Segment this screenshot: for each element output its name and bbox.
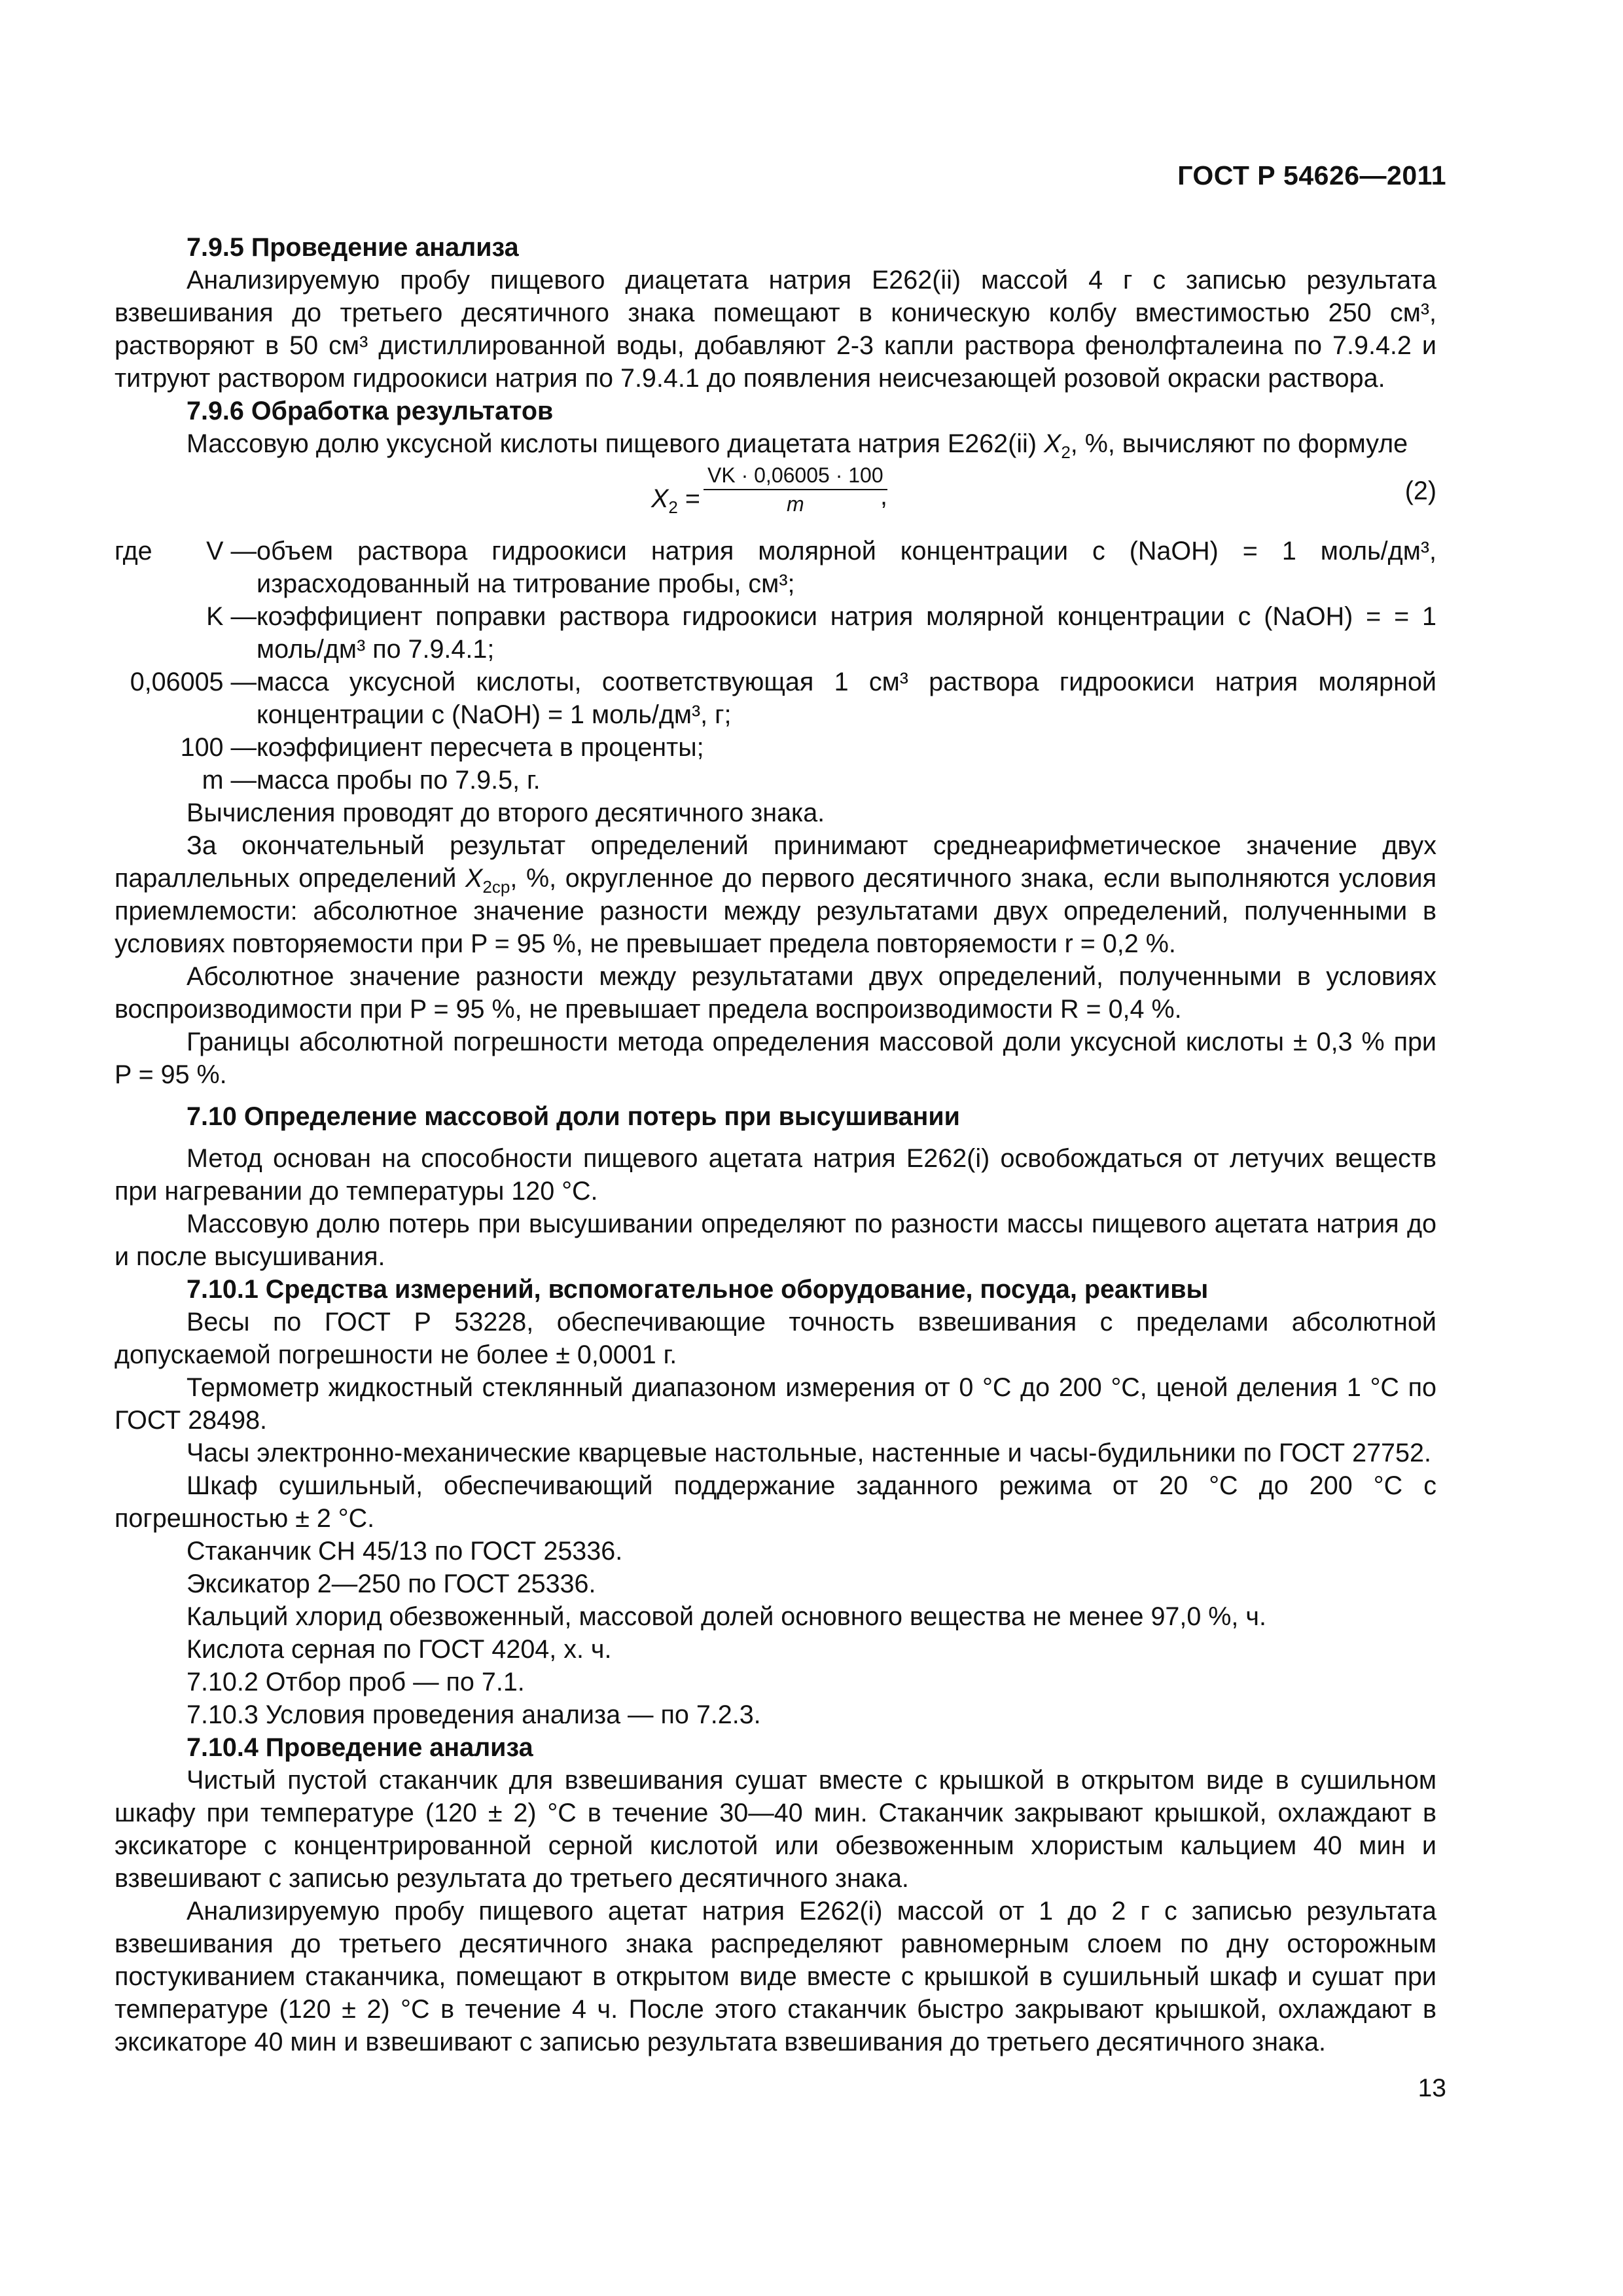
- definition-text: коэффициент поправки раствора гидроокиси натрия молярной концентрации с (NaOH) = = 1 моль/дм³ по 7.9.4.1;: [257, 602, 1436, 664]
- paragraph: Массовую долю потерь при высушивании определяют по разности массы пищевого ацетата натрия до и после высушивания.: [115, 1210, 1436, 1271]
- equation-number: (2): [1404, 476, 1436, 505]
- paragraph: Абсолютное значение разности между результатами двух определений, полученными в условиях воспроизводимости при P = 95 %, не превышает предела воспроизводимости R = 0,4 %.: [115, 962, 1436, 1024]
- definition-symbol: 100 —: [180, 733, 257, 762]
- definition-text: объем раствора гидроокиси натрия молярной концентрации с (NaOH) = 1 моль/дм³, израсходованный на титрование пробы, см³;: [257, 537, 1436, 598]
- equipment-item: Кислота серная по ГОСТ 4204, х. ч.: [187, 1635, 612, 1664]
- equipment-item: Эксикатор 2—250 по ГОСТ 25336.: [187, 1570, 596, 1598]
- page-header-standard: ГОСТ Р 54626—2011: [1177, 160, 1446, 190]
- text: За окончательный результат определений принимают среднеарифметическое значение двух параллельных определений: [115, 831, 1436, 893]
- paragraph: Границы абсолютной погрешности метода определения массовой доли уксусной кислоты ± 0,3 % при P = 95 %.: [115, 1028, 1436, 1089]
- subscript: 2ср: [482, 876, 510, 897]
- section-title-7-10: 7.10 Определение массовой доли потерь при высушивании: [187, 1102, 960, 1131]
- section-title-7-9-5: 7.9.5 Проведение анализа: [187, 233, 519, 262]
- text: , %, округленное до первого десятичного знака, если выполняются условия приемлемости: абсолютное значение разности между результатами двух определений, полученными в условиях повторяемости при P = 95 %, не превышает предела повторяемости r = 0,2 %.: [115, 864, 1436, 958]
- definition-symbol: V —: [206, 537, 257, 565]
- definition-text: масса уксусной кислоты, соответствующая 1 см³ раствора гидроокиси натрия молярной концентрации с (NaOH) = 1 моль/дм³, г;: [257, 668, 1436, 729]
- equals-sign: =: [685, 484, 700, 513]
- definition-item: [115, 666, 1436, 731]
- formula-numerator: VK · 0,06005 · 100: [704, 461, 887, 490]
- equipment-item: Весы по ГОСТ Р 53228, обеспечивающие точность взвешивания с пределами абсолютной допускаемой погрешности не более ± 0,0001 г.: [115, 1308, 1436, 1369]
- text: Массовую долю уксусной кислоты пищевого диацетата натрия Е262(ii): [187, 429, 1044, 458]
- equipment-item: Часы электронно-механические кварцевые настольные, настенные и часы-будильники по ГОСТ 27752.: [187, 1439, 1431, 1467]
- section-title-7-10-1: 7.10.1 Средства измерений, вспомогательное оборудование, посуда, реактивы: [187, 1275, 1209, 1304]
- page-number: 13: [1418, 2074, 1446, 2102]
- paragraph: Вычисления проводят до второго десятичного знака.: [187, 798, 825, 827]
- definition-item: [115, 535, 1436, 600]
- paragraph: Анализируемую пробу пищевого ацетат натрия Е262(i) массой от 1 до 2 г с записью результата взвешивания до третьего десятичного знака распределяют равномерным слоем по дну осторожным постукиванием стаканчика, помещают в открытом виде вместе с крышкой в сушильный шкаф и сушат при температуре (120 ± 2) °С в течение 4 ч. После этого стаканчик быстро закрывают крышкой, охлаждают в эксикаторе 40 мин и взвешивают с записью результата взвешивания до третьего десятичного знака.: [115, 1897, 1436, 2056]
- paragraph: [115, 427, 1436, 460]
- symbol: X: [651, 484, 669, 513]
- definition-symbol: K —: [206, 602, 257, 631]
- section-title-7-10-4: 7.10.4 Проведение анализа: [187, 1733, 533, 1762]
- paragraph: Чистый пустой стаканчик для взвешивания сушат вместе с крышкой в открытом виде в сушильном шкафу при температуре (120 ± 2) °С в течение 30—40 мин. Стаканчик закрывают крышкой, охлаждают в эксикаторе с концентрированной серной кислотой или обезвоженным хлористым кальцием 40 мин и взвешивают с записью результата до третьего десятичного знака.: [115, 1766, 1436, 1893]
- formula-denominator: m: [786, 492, 804, 516]
- paragraph: Анализируемую пробу пищевого диацетата натрия Е262(ii) массой 4 г с записью результата взвешивания до третьего десятичного знака помещают в коническую колбу вместимостью 250 см³, растворяют в 50 см³ дистиллированной воды, добавляют 2-3 капли раствора фенолфталеина по 7.9.4.2 и титруют раствором гидроокиси натрия по 7.9.4.1 до появления неисчезающей розовой окраски раствора.: [115, 266, 1436, 393]
- definition-item: [115, 731, 1436, 764]
- paragraph: [115, 829, 1436, 960]
- definition-item: [115, 764, 1436, 797]
- where-label: где: [115, 537, 152, 565]
- formula-fraction: [704, 461, 887, 518]
- symbol: X: [1043, 429, 1061, 458]
- text: , %, вычисляют по формуле: [1070, 429, 1408, 458]
- definition-symbol: m —: [202, 766, 257, 795]
- section-7-10-3: 7.10.3 Условия проведения анализа — по 7.2.3.: [187, 1700, 761, 1729]
- equipment-item: Шкаф сушильный, обеспечивающий поддержание заданного режима от 20 °С до 200 °С с погрешностью ± 2 °С.: [115, 1471, 1436, 1533]
- definition-item: [115, 600, 1436, 666]
- subscript: 2: [668, 497, 678, 517]
- equipment-item: Стаканчик СН 45/13 по ГОСТ 25336.: [187, 1537, 623, 1566]
- section-title-7-9-6: 7.9.6 Обработка результатов: [187, 397, 554, 425]
- formula-comma: ,: [880, 482, 887, 511]
- definitions-list: [115, 535, 1436, 797]
- section-7-10-2: 7.10.2 Отбор проб — по 7.1.: [187, 1668, 525, 1696]
- symbol: X: [465, 864, 483, 893]
- formula-lhs: [651, 482, 700, 515]
- equipment-item: Термометр жидкостный стеклянный диапазоном измерения от 0 °С до 200 °С, ценой деления 1 °С по ГОСТ 28498.: [115, 1373, 1436, 1435]
- definition-symbol: 0,06005 —: [130, 668, 257, 696]
- paragraph: Метод основан на способности пищевого ацетата натрия Е262(i) освобождаться от летучих веществ при нагревании до температуры 120 °С.: [115, 1144, 1436, 1206]
- document-body: [115, 231, 1436, 2058]
- formula-2: [115, 461, 1436, 532]
- equipment-item: Кальций хлорид обезвоженный, массовой долей основного вещества не менее 97,0 %, ч.: [187, 1602, 1266, 1631]
- subscript: 2: [1061, 442, 1071, 462]
- definition-text: масса пробы по 7.9.5, г.: [257, 766, 541, 795]
- definition-text: коэффициент пересчета в проценты;: [257, 733, 704, 762]
